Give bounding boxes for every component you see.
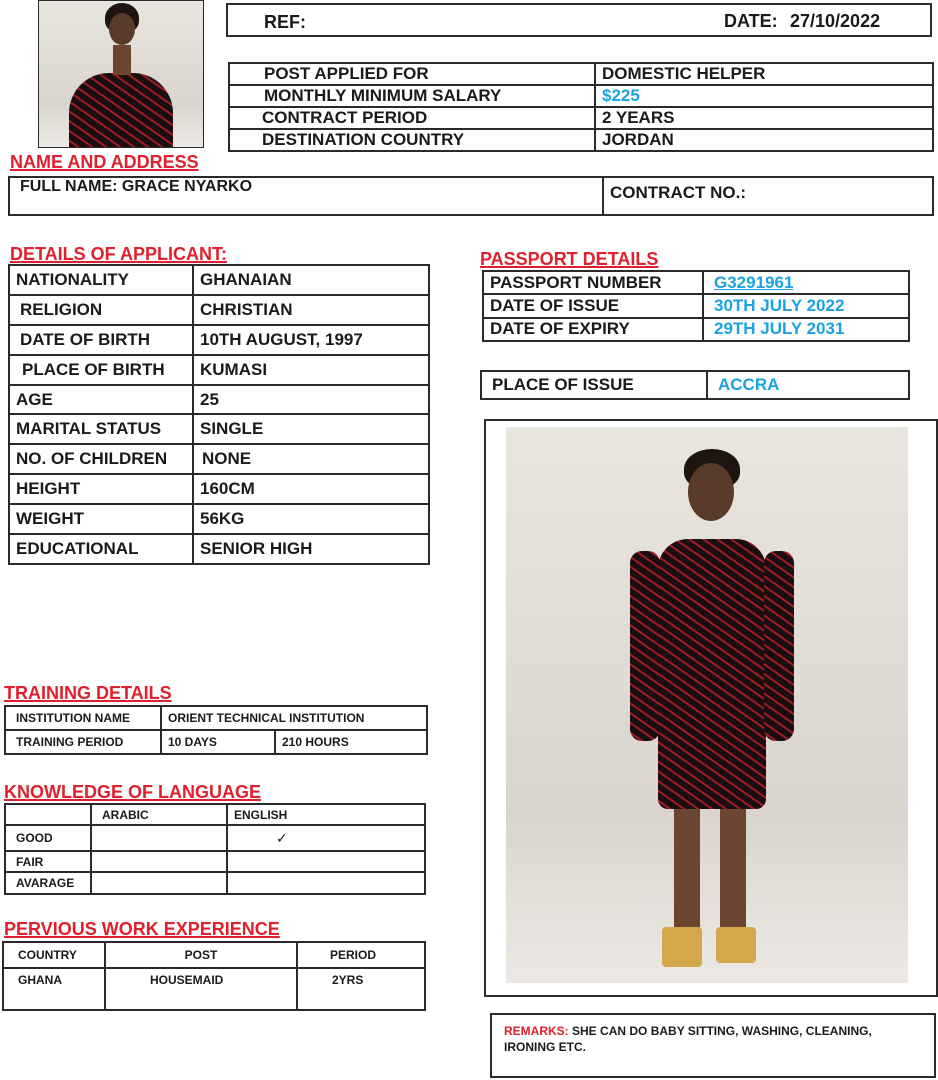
average-english-cell [227,872,425,894]
ref-date-box [226,3,932,37]
age-value: 25 [193,385,429,415]
remarks-box [490,1013,936,1078]
contract-no-label: CONTRACT NO.: [610,183,746,202]
pob-value: KUMASI [193,355,429,385]
experience-country: GHANA [3,968,105,1010]
language-table [4,803,426,895]
nationality-label: NATIONALITY [9,265,193,295]
ref-label: REF: [264,12,306,32]
training-title: TRAINING DETAILS [4,683,172,703]
post-table [228,62,934,149]
age-label: AGE [9,385,193,415]
passport-table [482,270,910,342]
training-table [4,705,428,755]
marital-label: MARITAL STATUS [9,414,193,444]
place-of-issue-table [480,370,910,400]
good-label: GOOD [5,825,91,851]
name-box [8,176,934,216]
passport-number-label: PASSPORT NUMBER [483,271,703,294]
period-header: PERIOD [297,942,425,968]
religion-value: CHRISTIAN [193,295,429,325]
date-label: DATE: [724,11,778,31]
marital-value: SINGLE [193,414,429,444]
average-arabic-cell [91,872,227,894]
issue-date-value: 30TH JULY 2022 [703,294,909,317]
experience-table [2,941,426,1011]
arabic-header: ARABIC [91,804,227,825]
remarks-label: REMARKS: [504,1024,569,1038]
fair-label: FAIR [5,851,91,872]
full-body-photo-frame [484,419,938,997]
nationality-value: GHANAIAN [193,265,429,295]
full-name: FULL NAME: GRACE NYARKO [20,178,253,195]
education-label: EDUCATIONAL [9,534,193,564]
good-english-cell [227,825,425,851]
full-body-photo [506,427,908,983]
weight-value: 56KG [193,504,429,534]
institution-label: INSTITUTION NAME [5,706,161,730]
expiry-date-value: 29TH JULY 2031 [703,318,909,341]
dob-value: 10TH AUGUST, 1997 [193,325,429,355]
expiry-date-label: DATE OF EXPIRY [483,318,703,341]
passport-photo [38,0,204,148]
children-value: NONE [193,444,429,474]
remarks-text: SHE CAN DO BABY SITTING, WASHING, CLEANING, IRONING ETC. [504,1024,872,1054]
religion-label: RELIGION [9,295,193,325]
training-hours: 210 HOURS [275,730,427,754]
issue-date-label: DATE OF ISSUE [483,294,703,317]
experience-period: 2YRS [297,968,425,1010]
contract-period-label: CONTRACT PERIOD [229,107,595,129]
post-header: POST [105,942,297,968]
name-address-title: NAME AND ADDRESS [10,152,199,172]
fair-english-cell [227,851,425,872]
destination-label: DESTINATION COUNTRY [229,129,595,151]
institution-value: ORIENT TECHNICAL INSTITUTION [161,706,427,730]
english-header: ENGLISH [227,804,425,825]
passport-title: PASSPORT DETAILS [480,249,659,269]
language-title: KNOWLEDGE OF LANGUAGE [4,782,261,802]
applicant-title: DETAILS OF APPLICANT: [10,244,227,264]
pob-label: PLACE OF BIRTH [9,355,193,385]
average-label: AVARAGE [5,872,91,894]
destination-value: JORDAN [595,129,933,151]
training-days: 10 DAYS [161,730,275,754]
training-period-label: TRAINING PERIOD [5,730,161,754]
experience-post: HOUSEMAID [105,968,297,1010]
language-corner-cell [5,804,91,825]
children-label: NO. OF CHILDREN [9,444,193,474]
contract-period-value: 2 YEARS [595,107,933,129]
dob-label: DATE OF BIRTH [9,325,193,355]
post-label: POST APPLIED FOR [229,63,595,85]
good-arabic-cell [91,825,227,851]
height-label: HEIGHT [9,474,193,504]
experience-title: PERVIOUS WORK EXPERIENCE [4,919,280,939]
check-icon: ✓ [276,829,288,846]
weight-label: WEIGHT [9,504,193,534]
salary-label: MONTHLY MINIMUM SALARY [229,85,595,107]
fair-arabic-cell [91,851,227,872]
date-value: 27/10/2022 [790,11,881,31]
place-of-issue-label: PLACE OF ISSUE [481,371,707,399]
applicant-table [8,264,430,565]
country-header: COUNTRY [3,942,105,968]
education-value: SENIOR HIGH [193,534,429,564]
salary-value: $225 [595,85,933,107]
place-of-issue-value: ACCRA [707,371,909,399]
post-value: DOMESTIC HELPER [595,63,933,85]
passport-number-value: G3291961 [703,271,909,294]
height-value: 160CM [193,474,429,504]
